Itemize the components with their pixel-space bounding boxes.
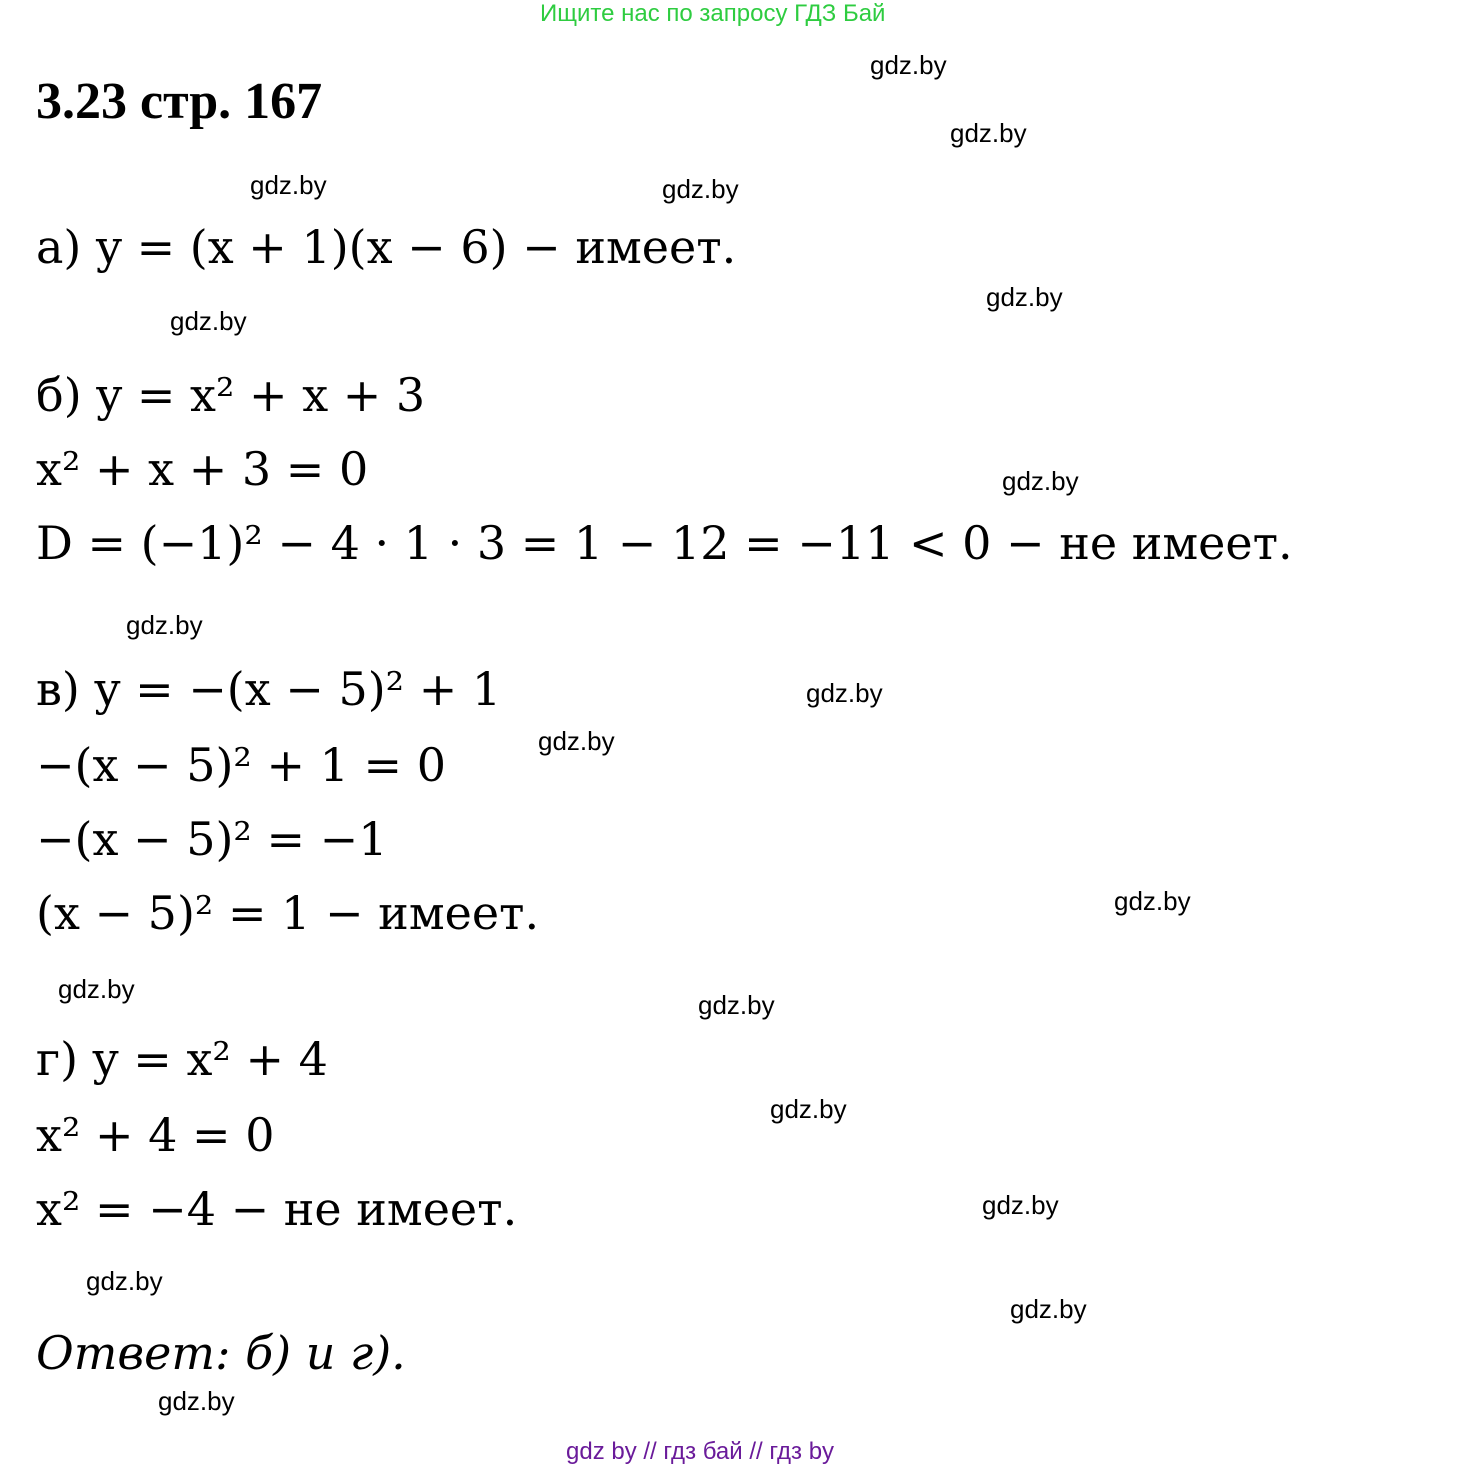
solution-line-b-equation: x² + x + 3 = 0 [36, 442, 369, 496]
solution-line-b-discriminant: D = (−1)² − 4 · 1 · 3 = 1 − 12 = −11 < 0 − не имеет. [36, 516, 1293, 570]
solution-line-v-result: (x − 5)² = 1 − имеет. [36, 886, 540, 940]
top-banner: Ищите нас по запросу ГДЗ Бай [540, 0, 886, 27]
watermark: gdz.by [1010, 1294, 1087, 1324]
solution-line-v: в) y = −(x − 5)² + 1 [36, 662, 502, 716]
watermark: gdz.by [662, 174, 739, 204]
watermark: gdz.by [86, 1266, 163, 1296]
watermark: gdz.by [58, 974, 135, 1004]
solution-line-v-step: −(x − 5)² = −1 [36, 812, 388, 866]
watermark: gdz.by [950, 118, 1027, 148]
watermark: gdz.by [158, 1386, 235, 1416]
watermark: gdz.by [538, 726, 615, 756]
watermark: gdz.by [250, 170, 327, 200]
watermark: gdz.by [806, 678, 883, 708]
solution-line-v-equation: −(x − 5)² + 1 = 0 [36, 738, 446, 792]
watermark: gdz.by [1114, 886, 1191, 916]
watermark: gdz.by [1002, 466, 1079, 496]
solution-line-a: а) y = (x + 1)(x − 6) − имеет. [36, 220, 737, 274]
solution-line-b: б) y = x² + x + 3 [36, 368, 426, 422]
watermark: gdz.by [870, 50, 947, 80]
watermark: gdz.by [770, 1094, 847, 1124]
watermark: gdz.by [170, 306, 247, 336]
watermark: gdz.by [986, 282, 1063, 312]
watermark: gdz.by [982, 1190, 1059, 1220]
footer-links: gdz by // гдз бай // гдз by [566, 1438, 835, 1465]
solution-line-g-result: x² = −4 − не имеет. [36, 1182, 518, 1236]
solution-line-g-equation: x² + 4 = 0 [36, 1108, 275, 1162]
watermark: gdz.by [698, 990, 775, 1020]
answer: Ответ: б) и г). [36, 1326, 406, 1380]
watermark: gdz.by [126, 610, 203, 640]
solution-line-g: г) y = x² + 4 [36, 1032, 328, 1086]
page-title: 3.23 стр. 167 [36, 73, 323, 130]
